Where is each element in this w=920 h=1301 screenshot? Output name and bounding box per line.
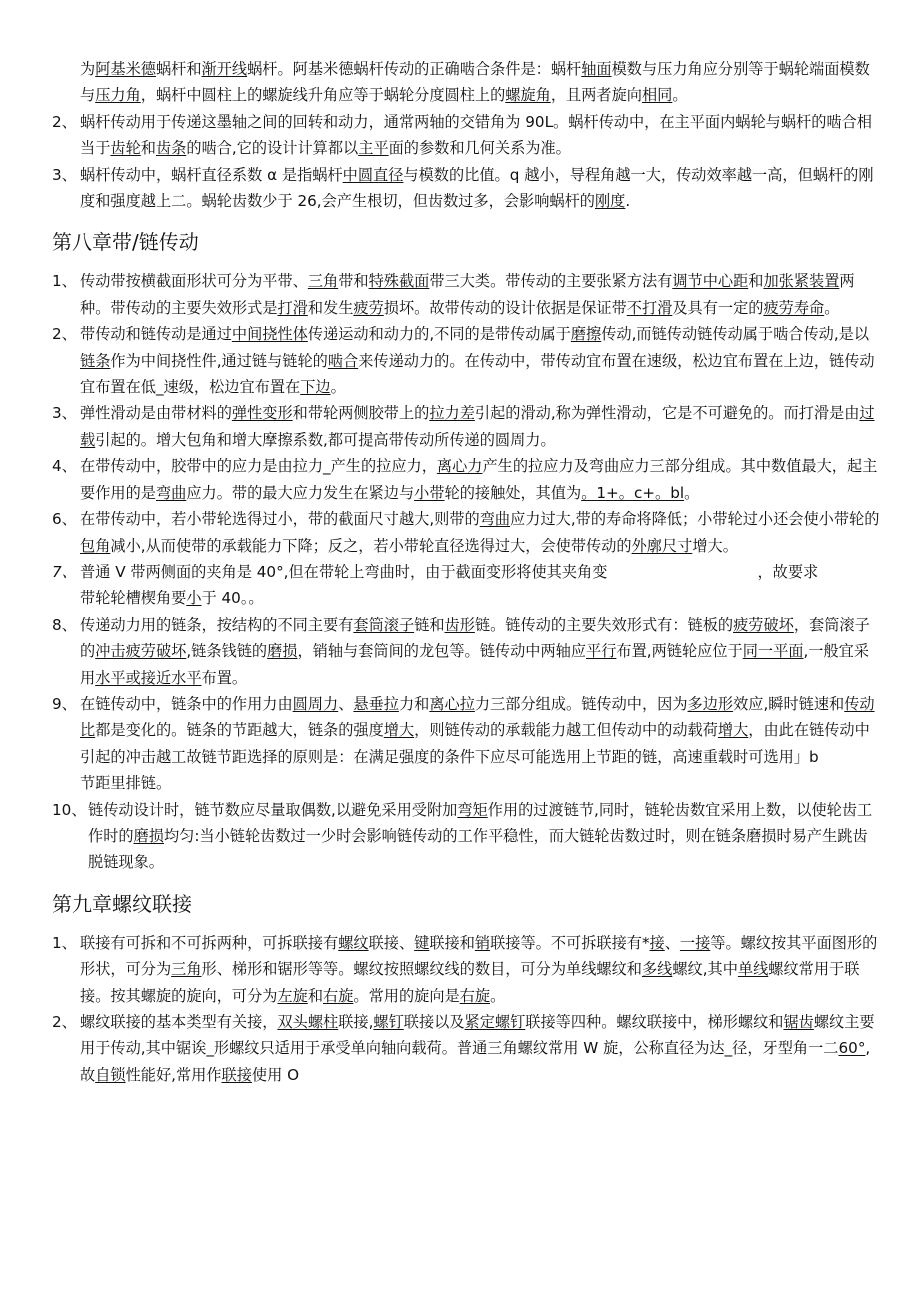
text-run: 螺纹联接的基本类型有关接， — [80, 1013, 278, 1031]
blank-answer: 齿形 — [444, 615, 475, 634]
blank-answer: 联接 — [221, 1065, 252, 1084]
text-run: 传递运动和动力的,不同的是带传动属于 — [307, 325, 571, 344]
text-run: 布置。 — [201, 668, 248, 687]
item-number: 9、 — [52, 694, 77, 713]
blank-answer: 右旋 — [459, 986, 491, 1005]
blank-answer: 打滑 — [277, 298, 308, 317]
text-run: ,一般宜采用 — [80, 642, 870, 687]
blank-answer: 平行 — [586, 642, 617, 661]
text-run: 联接有可拆和不可拆两种，可拆联接有 — [80, 933, 339, 952]
blank-answer: 疲劳 — [353, 298, 384, 317]
text-run: 链传动设计时，链节数应尽量取偶数,以避免采用受附加 — [88, 800, 458, 819]
blank-answer: 增大 — [383, 721, 415, 740]
blank-answer: 疲劳寿命 — [763, 298, 825, 317]
text-run: 产生的拉应力及弯曲应力三部分组成。其中数值最大，起主要作用的是 — [80, 457, 878, 502]
blank-answer: 下边 — [300, 378, 331, 397]
worm-item-3 — [52, 162, 880, 215]
blank-answer: 单线 — [737, 960, 769, 979]
item-number: 3、 — [52, 404, 77, 423]
text-run: 蜗杆和 — [155, 60, 202, 78]
text-run: 。 — [672, 86, 688, 105]
blank-answer: 磨损 — [133, 826, 164, 845]
text-run: 和 — [140, 139, 156, 158]
text-run: 带三大类。带传动的主要张紧方法有 — [429, 272, 673, 291]
item-number: 1、 — [52, 933, 77, 952]
text-run: ，故要求 — [757, 562, 819, 581]
blank-answer: 压力角 — [95, 86, 141, 105]
blank-answer: 渐开线 — [201, 60, 248, 78]
item-number: 3、 — [52, 165, 77, 184]
text-run: 蜗杆传动中，蜗杆直径系数 α 是指蜗杆 — [80, 165, 343, 184]
ch8-item-1 — [52, 268, 880, 321]
blank-answer: 主平 — [358, 139, 389, 158]
blank-answer: 拉力差 — [429, 404, 475, 423]
blank-answer: 加张紧装置 — [763, 272, 840, 291]
item-number: 6、 — [52, 510, 77, 529]
blank-answer: 小 — [186, 589, 202, 608]
item-number: 2、 — [52, 1013, 77, 1031]
text-run: 带轮轮槽楔角要 — [80, 589, 187, 608]
text-run: 。 — [330, 378, 346, 397]
ch8-item-9-tail: 节距里排链。 — [80, 774, 172, 793]
text-run: 力三部分组成。链传动中，因为 — [474, 694, 688, 713]
blank-answer: 弯矩 — [457, 800, 488, 819]
blank-answer: 螺纹 — [338, 933, 369, 952]
ch8-item-10 — [52, 797, 880, 876]
blank-answer: 弹性变形 — [231, 404, 293, 423]
blank-answer: 增大 — [717, 721, 749, 740]
blank-answer: 冲击疲劳破坏 — [95, 642, 187, 661]
text-run: 增大。 — [692, 536, 738, 555]
text-run: 减小,从而使带的承载能力下降；反之，若小带轮直径选得过大，会使带传动的 — [110, 536, 632, 555]
blank-answer: 齿条 — [155, 139, 187, 158]
text-run: 带和 — [338, 272, 369, 291]
text-run: 和 — [307, 986, 323, 1005]
blank-answer: 圆周力 — [292, 694, 339, 713]
blank-answer: 一接 — [679, 933, 711, 952]
text-run: 与模数的比值。q 越小，导程角越一大，传动效率越一高，但蜗杆的刚度和强度越上二。蜗轮齿数少于 26,会产生根切，但齿数过多，会影响蜗杆的 — [80, 165, 874, 211]
text-run: 和 — [748, 272, 764, 291]
blank-answer: 小带 — [414, 483, 445, 502]
text-run: 螺纹常用于联接。按其螺旋的旋向，可分为 — [80, 960, 860, 1005]
text-run: 联接、 — [368, 933, 415, 952]
text-run: 及具有一定的 — [672, 298, 764, 317]
text-run: 螺纹,其中 — [672, 960, 738, 979]
blank-answer: 齿轮 — [110, 139, 141, 158]
text-run: 。 — [824, 298, 840, 317]
blank-answer: 套筒滚子 — [353, 615, 415, 634]
blank-answer: 疲劳破坏 — [733, 615, 794, 634]
text-run: 、 — [664, 933, 680, 952]
text-run: 作为中间挠性件,通过链与链轮的 — [110, 351, 328, 370]
worm-item-2 — [52, 109, 880, 162]
text-run: 链。链传动的主要失效形式有：链板的 — [474, 615, 734, 634]
text-run: 均匀:当小链轮齿数过一少时会影响链传动的工作平稳性，而大链轮齿数过时，则在链条磨损时易产生跳齿脱链现象。 — [88, 826, 868, 872]
blank-answer: 阿基米德 — [95, 60, 156, 78]
text-run: 螺纹主要用于传动,其中锯诶_形螺纹只适用于承受单向轴向载荷。普通三角螺纹常用 W 旋，公称直径为达_径，牙型角一二 — [80, 1013, 875, 1058]
ch8-item-4 — [52, 453, 880, 506]
ch8-item-2 — [52, 321, 880, 400]
text-run: 力和 — [398, 694, 430, 713]
text-run: 传动,而链传动链传动属于啮合传动,是以 — [601, 325, 870, 344]
blank-answer: 螺旋角 — [505, 86, 551, 105]
text-run: 损坏。故带传动的设计依据是保证带 — [383, 298, 627, 317]
blank-answer: 同一平面 — [742, 642, 804, 661]
ch9-item-1 — [52, 930, 880, 1009]
text-run: 链和 — [414, 615, 445, 634]
text-run: ，则链传动的承载能力越工但传动中的动载荷 — [414, 721, 718, 740]
text-run: 使用 O — [251, 1065, 300, 1084]
blank-answer: 螺钉 — [373, 1013, 404, 1031]
text-run: 蜗杆。阿基米德蜗杆传动的正确啮合条件是：蜗杆 — [247, 60, 582, 78]
blank-answer: 多边形 — [687, 694, 734, 713]
item-number: 7、 — [52, 562, 77, 581]
text-run: ，套筒滚子的 — [80, 615, 870, 661]
text-run: 等。螺纹按其平面图形的形状，可分为 — [80, 933, 878, 979]
blank-answer: 左旋 — [277, 986, 308, 1005]
blank-answer: 轴面 — [581, 60, 612, 78]
text-run: 在链传动中，链条中的作用力由 — [80, 694, 293, 713]
text-run: ，蜗杆中圆柱上的螺旋线升角应等于蜗轮分度圆柱上的 — [140, 86, 506, 105]
ch8-item-7 — [52, 559, 880, 612]
text-run: 来传递动力的。在传动中，带传动宜布置在速级，松边宜布置在上边，链传动宜布置在低_速级，松边宜布置在 — [80, 351, 875, 397]
text-run: 传动带按横截面形状可分为平带、 — [80, 272, 308, 291]
text-run: 在带传动中，胶带中的应力是由拉力_产生的拉应力， — [80, 457, 437, 476]
blank-answer: 调节中心距 — [672, 272, 749, 291]
blank-answer: 磨损 — [267, 642, 298, 661]
blank-answer: 特殊截面 — [368, 272, 430, 291]
chapter-9-title: 第九章螺纹联接 — [52, 891, 192, 916]
blank-answer: 中间挠性体 — [231, 325, 308, 344]
text-run: 引起的。增大包角和增大摩擦系数,都可提高带传动所传递的圆周力。 — [95, 430, 556, 449]
item-number: 10、 — [52, 800, 87, 819]
ch9-item-2 — [52, 1009, 880, 1088]
blank-answer: 中圆直径 — [342, 165, 404, 184]
text-run: ，销轴与套筒间的龙包等。链传动中两轴应 — [297, 642, 587, 661]
text-run: 作用的过渡链节,同时，链轮齿数宜采用上数，以使轮齿工作时的 — [88, 800, 873, 845]
text-run: 。 — [684, 483, 700, 502]
text-run: ,故 — [80, 1039, 871, 1084]
blank-answer: 双头螺柱 — [277, 1013, 339, 1031]
text-run: 联接和 — [429, 933, 475, 952]
blank-answer: 60° — [838, 1039, 866, 1058]
text-run: 联接以及 — [403, 1013, 465, 1031]
text-run: 蜗杆传动用于传递这墨轴之间的回转和动力，通常两轴的交错角为 90L。蜗杆传动中，在主平面内蜗轮与蜗杆的啮合相当于 — [80, 112, 872, 158]
item-number: 1、 — [52, 272, 77, 291]
blank-answer: 弯曲 — [155, 483, 187, 502]
text-run: 轮的接触处，其值为 — [444, 483, 582, 502]
text-run: 带传动和链传动是通过 — [80, 325, 232, 344]
text-run: ，且两者旋向 — [550, 86, 642, 105]
blank-answer: 自锁 — [95, 1065, 126, 1084]
item-number: 4、 — [52, 457, 77, 476]
ch8-item-8 — [52, 612, 880, 691]
blank-answer: 啮合 — [327, 351, 359, 370]
text-run: 、 — [338, 694, 354, 713]
text-run: ,链条钱链的 — [186, 642, 268, 661]
blank-answer: 键 — [414, 933, 430, 952]
blank-answer: 弯曲 — [479, 510, 511, 529]
text-run: 于 40。。 — [201, 589, 264, 608]
blank-answer: 刚度 — [594, 192, 626, 211]
text-run: 引起的滑动,称为弹性滑动，它是不可避免的。而打滑是由 — [474, 404, 860, 423]
text-run: 传递动力用的链条，按结构的不同主要有 — [80, 615, 354, 634]
text-run: 。常用的旋向是 — [353, 986, 460, 1005]
blank-answer: 三角 — [307, 272, 339, 291]
text-run: 联接, — [338, 1013, 374, 1031]
text-run: ，由此在链传动中引起的冲击越工故链节距选择的原则是：在满足强度的条件下应尽可能选用上节距的链，高速重载时可选用」b — [80, 721, 870, 766]
blank-answer: 相同 — [641, 86, 673, 105]
text-run: 联接等四种。螺纹联接中，梯形螺纹和 — [525, 1013, 784, 1031]
text-run: 联接等。不可拆联接有* — [490, 933, 650, 952]
text-run: . — [625, 192, 631, 211]
text-run: 。 — [490, 986, 506, 1005]
blank-answer: 悬垂拉 — [353, 694, 399, 713]
text-run: 弹性滑动是由带材料的 — [80, 404, 232, 423]
text-run: 和带轮两侧胶带上的 — [292, 404, 430, 423]
blank-answer: 离心力 — [436, 457, 483, 476]
text-run: 应力。带的最大应力发生在紧边与 — [186, 483, 415, 502]
text-run: 的啮合,它的设计计算都以 — [186, 139, 359, 158]
text-run: 都是变化的。链条的节距越大，链条的强度 — [95, 721, 384, 740]
blank-answer: 锯齿 — [783, 1013, 814, 1031]
blank-answer: 多线 — [641, 960, 673, 979]
blank-answer: 磨擦 — [570, 325, 602, 344]
ch8-item-6 — [52, 506, 880, 559]
item-number: 8、 — [52, 615, 77, 634]
blank-answer: 紧定螺钉 — [464, 1013, 526, 1031]
text-run: 效应,瞬时链速和 — [733, 694, 845, 713]
ch8-item-3 — [52, 400, 880, 453]
blank-answer: 右旋 — [323, 986, 354, 1005]
text-run: 模数与压力角应分别等于蜗轮端面模数与 — [80, 60, 870, 105]
ch8-item-9 — [52, 691, 880, 770]
blank-answer: 离心拉 — [429, 694, 475, 713]
blank-answer: 。1+。c+。bl — [581, 483, 685, 502]
blank-answer: 包角 — [80, 536, 111, 555]
text-run: 面的参数和几何关系为准。 — [388, 139, 571, 158]
blank-answer: 不打滑 — [626, 298, 673, 317]
chapter-8-title: 第八章带/链传动 — [52, 230, 199, 255]
blank-answer: 过载 — [80, 404, 875, 449]
blank-answer: 销 — [474, 933, 491, 952]
blank-answer: 外廓尺寸 — [631, 536, 693, 555]
text-run: 和发生 — [307, 298, 354, 317]
item-number: 2、 — [52, 112, 77, 131]
text-run: 形、梯形和锯形等等。螺纹按照螺纹线的数目，可分为单线螺纹和 — [201, 960, 642, 979]
text-run: 应力过大,带的寿命将降低；小带轮过小还会使小带轮的 — [510, 510, 880, 529]
blank-answer: 三角 — [171, 960, 202, 979]
intro-paragraph — [52, 56, 880, 109]
blank-answer: 传动比 — [80, 694, 875, 740]
blank-answer: 水平或接近水平 — [95, 668, 202, 687]
text-run: 普通 V 带两侧面的夹角是 40°,但在带轮上弯曲时，由于截面变形将使其夹角变 — [80, 562, 608, 581]
item-number: 2、 — [52, 325, 77, 344]
text-run: 在带传动中，若小带轮选得过小，带的截面尺寸越大,则带的 — [80, 510, 480, 529]
blank-answer: 链条 — [80, 351, 111, 370]
text-run: 性能好,常用作 — [125, 1065, 222, 1084]
text-run: 布置,两链轮应位于 — [616, 642, 743, 661]
text-run: 两种。带传动的主要失效形式是 — [80, 272, 855, 317]
text-run: 为 — [80, 60, 96, 78]
blank-answer: 接 — [649, 933, 665, 952]
